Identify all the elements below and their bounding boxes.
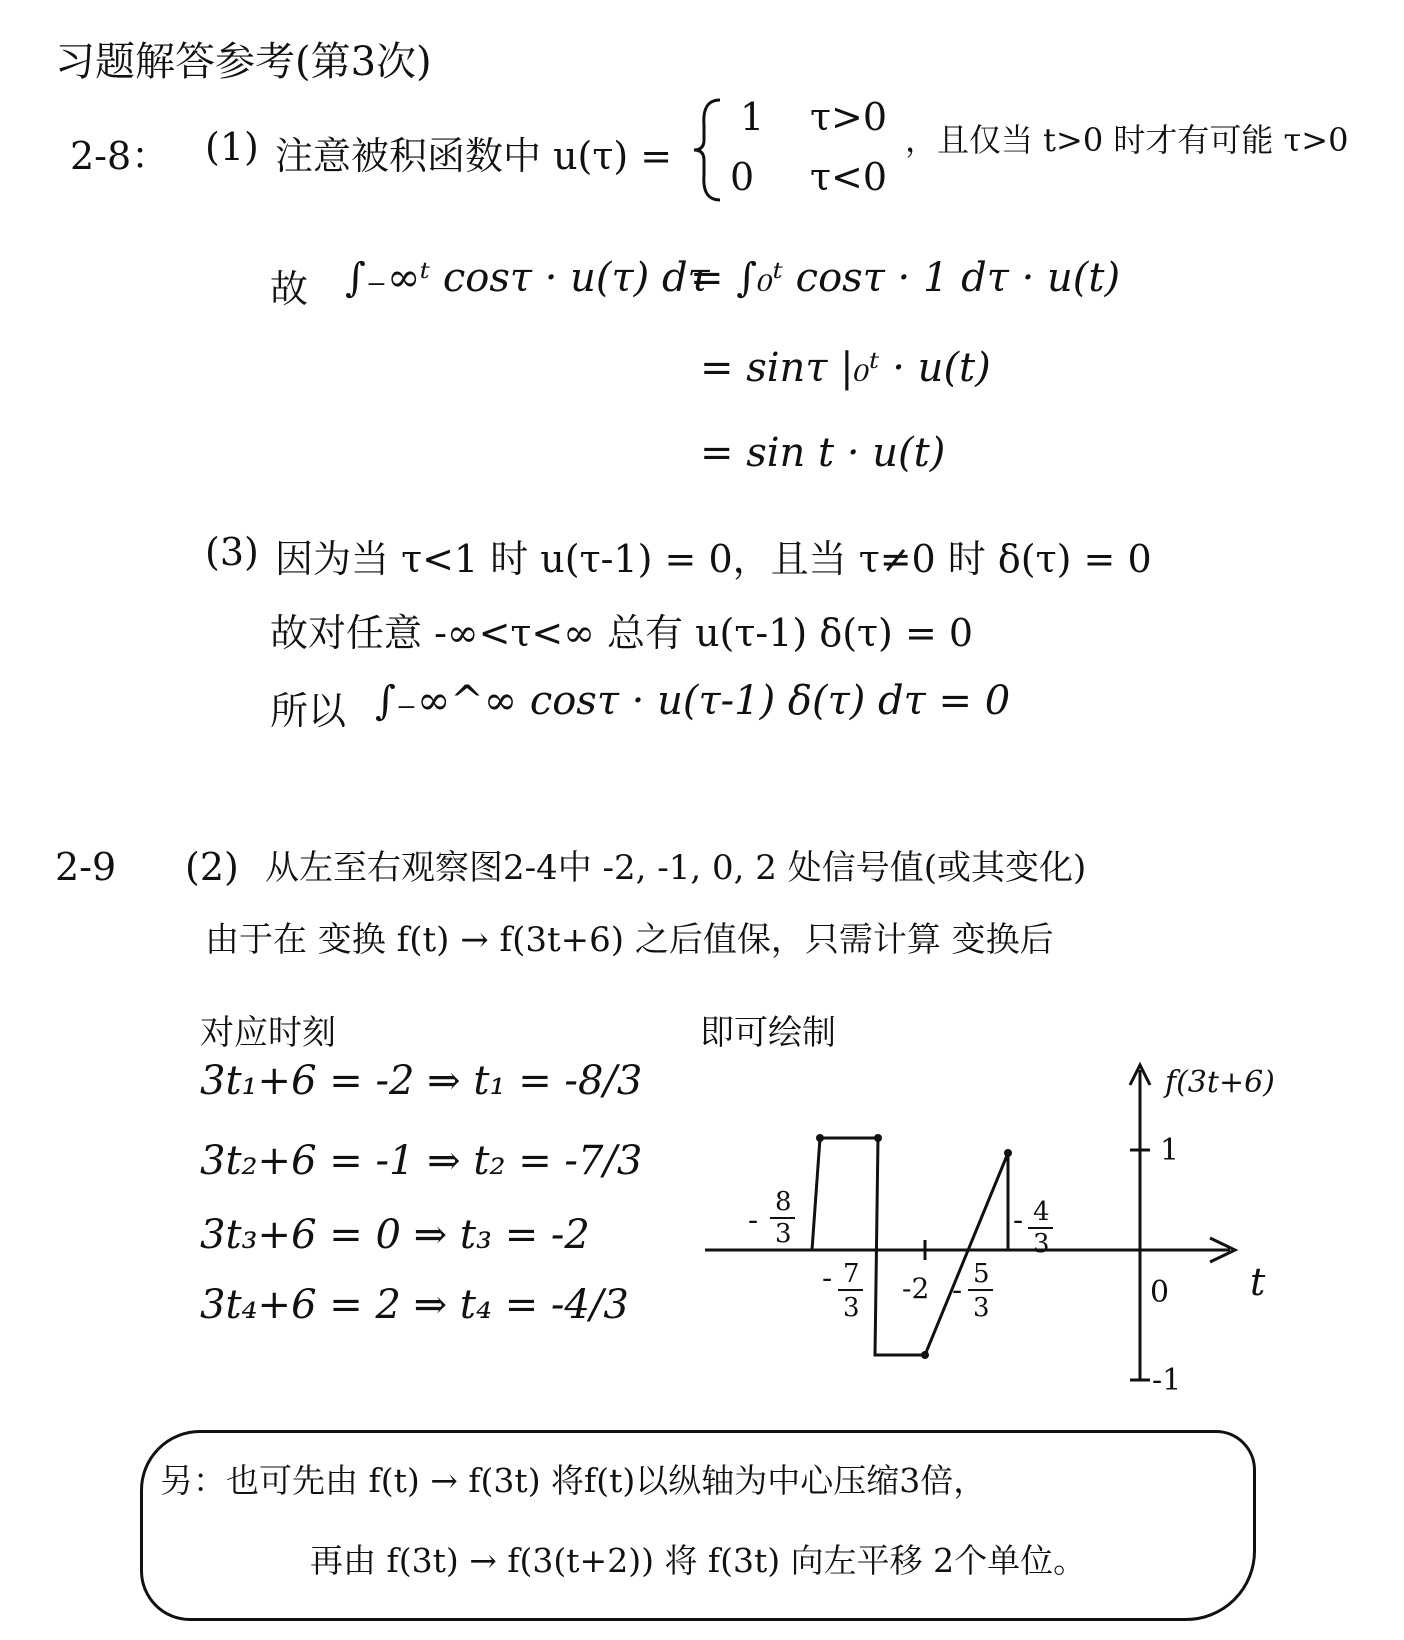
label-minus-7-3-num: 7: [843, 1259, 860, 1289]
eq-t4: 3t₄+6 = 2 ⇒ t₄ = -4/3: [200, 1282, 629, 1328]
part-1-line1: 注意被积函数中 u(τ) =: [275, 134, 673, 178]
eq1-rhs: = ∫₀ᵗ cosτ · 1 dτ · u(t): [690, 255, 1121, 301]
eq1-prefix: 故: [270, 267, 309, 311]
label-minus-5-3-den: 3: [973, 1293, 990, 1323]
label-minus-7-3-sign: -: [822, 1261, 833, 1296]
part-3-line3: ∫₋∞^∞ cosτ · u(τ-1) δ(τ) dτ = 0: [375, 678, 1011, 724]
label-minus-8-3-den: 3: [775, 1219, 792, 1249]
eq-t2: 3t₂+6 = -1 ⇒ t₂ = -7/3: [200, 1138, 643, 1184]
part-1-tail: ，且仅当 t>0 时才有可能 τ>0: [905, 121, 1349, 159]
eq1-lhs: ∫₋∞ᵗ cosτ · u(τ) dτ: [345, 255, 710, 301]
p29-line3: 对应时刻: [200, 1013, 336, 1053]
part-3-line1: 因为当 τ<1 时 u(τ-1) = 0，且当 τ≠0 时 δ(τ) = 0: [275, 537, 1152, 581]
label-minus-8-3-num: 8: [775, 1187, 792, 1217]
piecewise-brace: [690, 95, 730, 205]
part-3-number: (3): [205, 530, 259, 574]
p29-part-number: (2): [185, 845, 239, 889]
label-minus-4-3-den: 3: [1033, 1229, 1050, 1259]
p29-line2: 由于在 变换 f(t) → f(3t+6) 之后值保，只需计算 变换后: [205, 920, 1054, 960]
eq-t1: 3t₁+6 = -2 ⇒ t₁ = -8/3: [200, 1058, 643, 1104]
tick-label-1: 1: [1160, 1133, 1180, 1168]
p29-line1: 从左至右观察图2-4中 -2, -1, 0, 2 处信号值(或其变化): [265, 848, 1087, 888]
case-top-condition: τ>0: [810, 95, 888, 139]
y-axis-label: f(3t+6): [1165, 1065, 1275, 1100]
page-title: 习题解答参考(第3次): [55, 39, 432, 85]
x-axis-label: t: [1250, 1260, 1266, 1304]
label-minus-4-3-num: 4: [1033, 1197, 1050, 1227]
part-3-line2: 故对任意 -∞<τ<∞ 总有 u(τ-1) δ(τ) = 0: [270, 611, 974, 655]
label-minus-8-3-sign: -: [748, 1203, 759, 1238]
tick-label-neg-1: -1: [1152, 1363, 1182, 1398]
signal-sketch: [690, 1050, 1290, 1400]
origin-label: 0: [1150, 1275, 1170, 1310]
problem-label-2-8: 2-8：: [70, 134, 170, 178]
label-minus-5-3-sign: -: [952, 1273, 963, 1308]
case-bottom-value: 0: [730, 155, 755, 199]
part-3-line3-prefix: 所以: [270, 689, 347, 733]
draw-label: 即可绘制: [700, 1013, 836, 1053]
eq2: = sinτ |₀ᵗ · u(t): [700, 345, 991, 391]
label-minus-7-3-den: 3: [843, 1293, 860, 1323]
note-line1: 另：也可先由 f(t) → f(3t) 将f(t)以纵轴为中心压缩3倍，: [160, 1461, 987, 1500]
case-bottom-condition: τ<0: [810, 155, 888, 199]
case-top-value: 1: [740, 95, 765, 139]
part-1-number: (1): [205, 125, 259, 169]
eq-t3: 3t₃+6 = 0 ⇒ t₃ = -2: [200, 1212, 590, 1258]
label-minus-4-3-sign: -: [1013, 1203, 1024, 1238]
note-line2: 再由 f(3t) → f(3(t+2)) 将 f(3t) 向左平移 2个单位。: [310, 1541, 1087, 1580]
problem-label-2-9: 2-9: [55, 845, 117, 889]
label-minus-2: -2: [902, 1272, 930, 1305]
eq3: = sin t · u(t): [700, 430, 946, 476]
label-minus-5-3-num: 5: [973, 1259, 990, 1289]
